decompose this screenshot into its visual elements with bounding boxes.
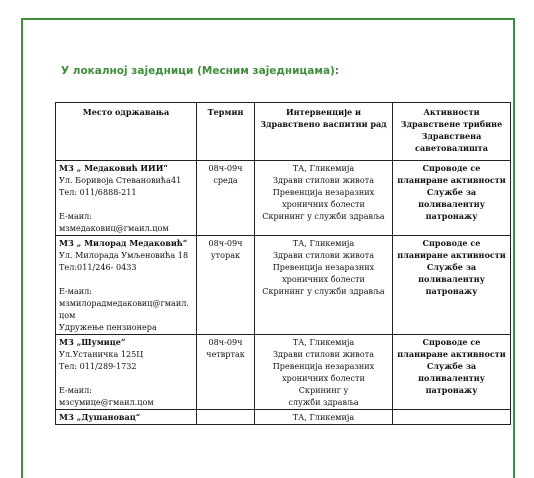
place-name: МЗ „ Медаковић ИИИ“ — [59, 163, 169, 173]
place-cell — [56, 335, 197, 410]
place-name: МЗ „ Милорад Медаковић“ — [59, 238, 188, 248]
term-day: четвртак — [206, 349, 245, 359]
intervention-cell — [255, 410, 393, 425]
place-phone: Тел: 011/289-1732 — [59, 361, 137, 371]
place-phone: Тел:011/246- 0433 — [59, 262, 137, 272]
intervention-line: ТА, Гликемија — [292, 412, 355, 422]
header-term: Термин — [197, 103, 255, 161]
term-time: 08ч-09ч — [208, 163, 243, 173]
table-header-row — [56, 103, 511, 161]
place-address: Ул. Боривоја Стевановића41 — [59, 175, 182, 185]
intervention-line: служби здравља — [288, 397, 359, 407]
intervention-line: Скрининг у служби здравља — [262, 211, 385, 221]
place-address: Ул.Устаничка 125Ц — [59, 349, 144, 359]
email-label: Е-маил: — [59, 286, 93, 296]
intervention-line: ТА, Гликемија — [292, 163, 355, 173]
term-cell — [197, 236, 255, 335]
intervention-line: Превенција незаразних — [272, 262, 375, 272]
intervention-line: Здрави стилови живота — [272, 349, 375, 359]
intervention-cell — [255, 236, 393, 335]
place-email[interactable]: мзмилорадмедаковиц@гмаил.цом — [59, 298, 189, 320]
place-name: МЗ „Душановац“ — [59, 412, 141, 422]
place-phone: Тел: 011/6888-211 — [59, 187, 137, 197]
place-cell — [56, 236, 197, 335]
header-activity: Активности Здравствене трибине Здравствена саветовалишта — [393, 103, 511, 161]
intervention-line: Скрининг у служби здравља — [262, 286, 385, 296]
header-intervention: Интервенције и Здравствено васпитни рад — [255, 103, 393, 161]
intervention-line: ТА, Гликемија — [292, 337, 355, 347]
term-cell — [197, 335, 255, 410]
schedule-table — [55, 102, 511, 425]
table-row — [56, 236, 511, 335]
intervention-line: Скрининг у — [298, 385, 349, 395]
term-time: 08ч-09ч — [208, 238, 243, 248]
intervention-line: Превенција незаразних — [272, 187, 375, 197]
place-email[interactable]: мзсумице@гмаил.цом — [59, 397, 154, 407]
place-email[interactable]: мзмедаковиц@гмаил.цом — [59, 223, 169, 233]
place-extra: Удружење пензионера — [59, 322, 157, 332]
intervention-cell — [255, 335, 393, 410]
intervention-line: хроничних болести — [282, 199, 365, 209]
place-cell — [56, 161, 197, 236]
place-address: Ул. Милорада Умљеновића 18 — [59, 250, 189, 260]
intervention-line: ТА, Гликемија — [292, 238, 355, 248]
activity-cell: Спроводе се планиране активности Службе за поливалентну патронажу — [393, 161, 511, 236]
place-name: МЗ „Шумице“ — [59, 337, 126, 347]
activity-cell: Спроводе се планиране активности Службе за поливалентну патронажу — [393, 335, 511, 410]
place-cell — [56, 410, 197, 425]
activity-cell: Спроводе се планиране активности Службе за поливалентну патронажу — [393, 236, 511, 335]
table-row — [56, 161, 511, 236]
term-day: уторак — [210, 250, 241, 260]
term-cell — [197, 161, 255, 236]
table-row — [56, 335, 511, 410]
header-place: Место одржавања — [56, 103, 197, 161]
term-time: 08ч-09ч — [208, 337, 243, 347]
intervention-cell — [255, 161, 393, 236]
intervention-line: хроничних болести — [282, 274, 365, 284]
intervention-line: хроничних болести — [282, 373, 365, 383]
email-label: Е-маил: — [59, 385, 93, 395]
activity-cell — [393, 410, 511, 425]
intervention-line: Здрави стилови живота — [272, 250, 375, 260]
email-label: Е-маил: — [59, 211, 93, 221]
intervention-line: Здрави стилови живота — [272, 175, 375, 185]
table-row — [56, 410, 511, 425]
term-day: среда — [213, 175, 238, 185]
section-heading: У локалној заједници (Месним заједницама): — [61, 65, 340, 77]
term-cell — [197, 410, 255, 425]
intervention-line: Превенција незаразних — [272, 361, 375, 371]
